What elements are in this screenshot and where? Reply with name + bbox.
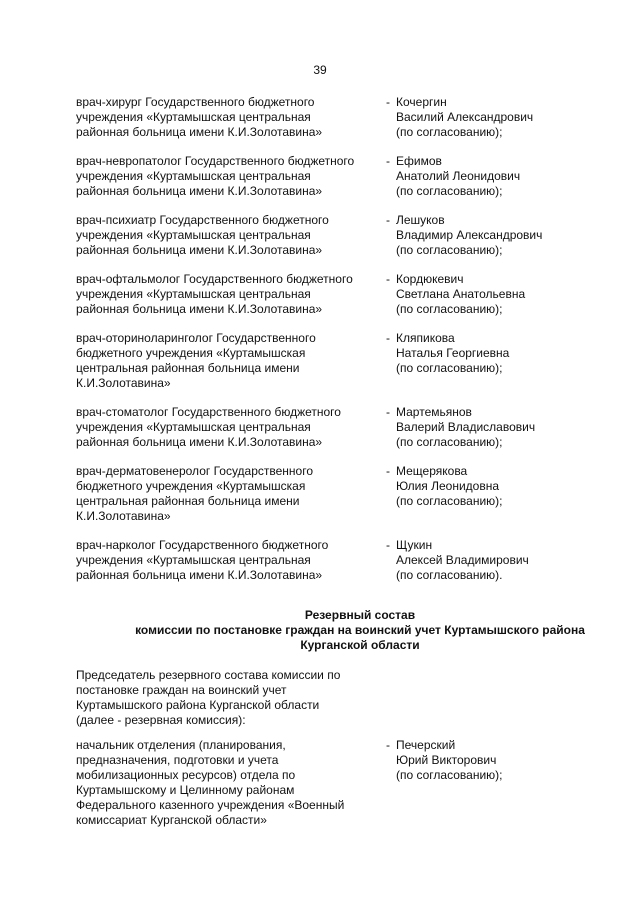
member-person: Кочергин Василий Александрович (по согласованию); xyxy=(396,95,534,139)
reserve-title xyxy=(60,608,640,653)
member-person: Мещерякова Юлия Леонидовна (по согласованию); xyxy=(396,464,503,508)
member-position: врач-офтальмолог Государственного бюджетного учреждения «Куртамышская центральная районная больница имени К.И.Золотавина» xyxy=(76,272,353,316)
member-person: Лешуков Владимир Александрович (по согласованию); xyxy=(396,213,543,257)
member-person: Кордюкевич Светлана Анатольевна (по согласованию); xyxy=(396,272,526,316)
dash: - xyxy=(386,272,390,286)
member-position: врач-психиатр Государственного бюджетного учреждения «Куртамышская центральная районная больница имени К.И.Золотавина» xyxy=(76,213,329,257)
member-position: врач-дерматовенеролог Государственного бюджетного учреждения «Куртамышская центральная районная больница имени К.И.Золотавина» xyxy=(76,464,314,523)
dash: - xyxy=(386,213,390,227)
dash: - xyxy=(386,738,390,752)
chairman-label: Председатель резервного состава комиссии по постановке граждан на воинский учет Куртамышского района Курганской области (далее - резервная комиссия): xyxy=(76,668,341,727)
list-item xyxy=(76,738,576,828)
member-position: врач-оториноларинголог Государственного бюджетного учреждения «Куртамышская центральная районная больница имени К.И.Золотавина» xyxy=(76,331,316,390)
reserve-title-line1: Резервный состав xyxy=(304,608,416,622)
reserve-title-line2: комиссии по постановке граждан на воинский учет Куртамышского района Курганской области xyxy=(135,623,585,652)
list-item xyxy=(76,154,576,199)
dash: - xyxy=(386,95,390,109)
list-item xyxy=(76,95,576,140)
member-position: врач-невропатолог Государственного бюджетного учреждения «Куртамышская центральная районная больница имени К.И.Золотавина» xyxy=(76,154,355,198)
list-item xyxy=(76,213,576,258)
member-person: Печерский Юрий Викторович (по согласованию); xyxy=(396,738,503,782)
list-item xyxy=(76,464,576,524)
dash: - xyxy=(386,154,390,168)
list-item xyxy=(76,272,576,317)
member-position: врач-хирург Государственного бюджетного учреждения «Куртамышская центральная районная больница имени К.И.Золотавина» xyxy=(76,95,323,139)
list-item xyxy=(76,538,576,583)
member-position: врач-нарколог Государственного бюджетного учреждения «Куртамышская центральная районная больница имени К.И.Золотавина» xyxy=(76,538,329,582)
member-person: Кляпикова Наталья Георгиевна (по согласованию); xyxy=(396,331,510,375)
member-list xyxy=(76,95,576,597)
member-person: Щукин Алексей Владимирович (по согласованию). xyxy=(396,538,529,582)
list-item xyxy=(76,405,576,450)
member-position: врач-стоматолог Государственного бюджетного учреждения «Куртамышская центральная районная больница имени К.И.Золотавина» xyxy=(76,405,341,449)
member-person: Мартемьянов Валерий Владиславович (по согласованию); xyxy=(396,405,536,449)
dash: - xyxy=(386,405,390,419)
dash: - xyxy=(386,464,390,478)
dash: - xyxy=(386,538,390,552)
member-position: начальник отделения (планирования, предназначения, подготовки и учета мобилизационных ресурсов) отдела по Куртамышскому и Целинному районам Федерального казенного учреждения «Военный комиссариат Курганской области» xyxy=(76,738,345,827)
dash: - xyxy=(386,331,390,345)
page-number: 39 xyxy=(313,63,327,77)
member-person: Ефимов Анатолий Леонидович (по согласованию); xyxy=(396,154,521,198)
list-item xyxy=(76,331,576,391)
